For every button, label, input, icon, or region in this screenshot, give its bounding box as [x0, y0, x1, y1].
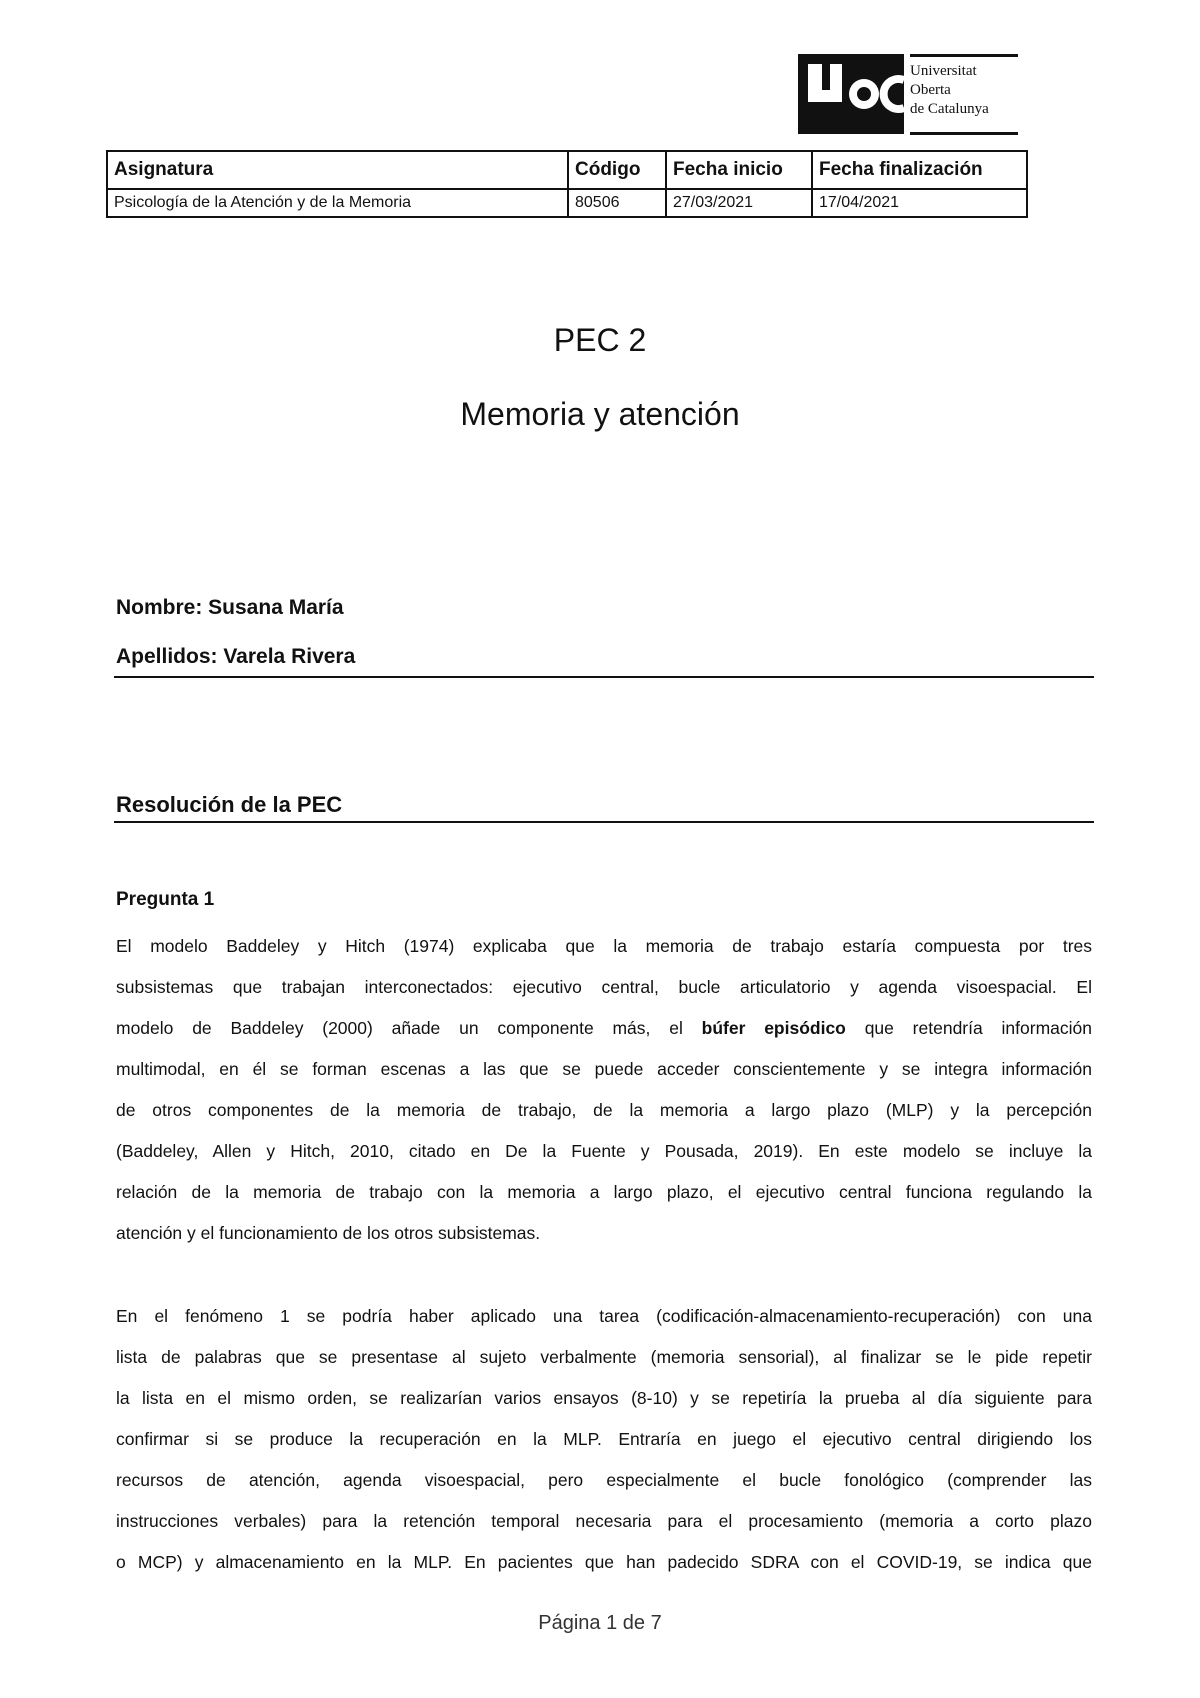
table-header-row: [107, 151, 1027, 189]
answer-paragraph-2: [116, 1296, 1092, 1583]
paragraph-line: o MCP) y almacenamiento en la MLP. En pacientes que han padecido SDRA con el COVID-19, se indica que: [116, 1552, 1092, 1572]
paragraph-line: de otros componentes de la memoria de trabajo, de la memoria a largo plazo (MLP) y la percepción: [116, 1100, 1092, 1120]
logo-line-1: Universitat: [910, 63, 977, 79]
logo-text: [910, 62, 989, 119]
cell-codigo: 80506: [568, 189, 666, 217]
paragraph-line: En el fenómeno 1 se podría haber aplicado una tarea (codificación-almacenamiento-recuperación) con una: [116, 1306, 1092, 1326]
logo-line-3: de Catalunya: [910, 101, 989, 117]
paragraph-line: relación de la memoria de trabajo con la memoria a largo plazo, el ejecutivo central funciona regulando la: [116, 1182, 1092, 1202]
page-number: Página 1 de 7: [538, 1612, 662, 1634]
student-name: Nombre: Susana María: [116, 596, 344, 619]
paragraph-line: atención y el funcionamiento de los otros subsistemas.: [116, 1223, 541, 1243]
student-surnames: Apellidos: Varela Rivera: [116, 645, 356, 668]
uoc-logo-icon: [798, 54, 908, 136]
question-title: Pregunta 1: [116, 889, 215, 910]
paragraph-line: lista de palabras que se presentase al sujeto verbalmente (memoria sensorial), al finalizar se le pide repetir: [116, 1347, 1092, 1367]
paragraph-line: instrucciones verbales) para la retención temporal necesaria para el procesamiento (memoria a corto plazo: [116, 1511, 1092, 1531]
paragraph-line: El modelo Baddeley y Hitch (1974) explicaba que la memoria de trabajo estaría compuesta por tres: [116, 936, 1092, 956]
section-title: Resolución de la PEC: [116, 792, 343, 817]
cell-asignatura: Psicología de la Atención y de la Memoria: [107, 189, 568, 217]
header-fecha-finalizacion: Fecha finalización: [812, 151, 1027, 189]
logo-top-rule: [910, 54, 1018, 57]
document-subtitle: Memoria y atención: [460, 396, 740, 432]
header-codigo: Código: [568, 151, 666, 189]
cell-fecha-inicio: 27/03/2021: [666, 189, 812, 217]
logo-line-2: Oberta: [910, 82, 951, 98]
uoc-logo: [798, 54, 1020, 136]
header-asignatura: Asignatura: [107, 151, 568, 189]
paragraph-line: confirmar si se produce la recuperación en la MLP. Entraría en juego el ejecutivo central dirigiendo los: [116, 1429, 1092, 1449]
subject-info-table: [106, 150, 1028, 218]
paragraph-line: [116, 1008, 1092, 1049]
paragraph-line: subsistemas que trabajan interconectados: ejecutivo central, bucle articulatorio y agenda visoespacial. El: [116, 977, 1092, 997]
line-segment: que retendría información: [864, 1018, 1092, 1038]
divider: [114, 676, 1094, 678]
cell-fecha-finalizacion: 17/04/2021: [812, 189, 1027, 217]
paragraph-line: multimodal, en él se forman escenas a las que se puede acceder conscientemente y se integra información: [116, 1059, 1092, 1079]
paragraph-line: recursos de atención, agenda visoespacial, pero especialmente el bucle fonológico (comprender las: [116, 1470, 1092, 1490]
table-row: [107, 189, 1027, 217]
document-title: PEC 2: [553, 322, 647, 358]
divider: [114, 821, 1094, 823]
paragraph-line: (Baddeley, Allen y Hitch, 2010, citado en De la Fuente y Pousada, 2019). En este modelo se incluye la: [116, 1141, 1092, 1161]
line-segment: modelo de Baddeley (2000) añade un componente más, el: [116, 1018, 683, 1038]
logo-bottom-rule: [910, 132, 1018, 135]
answer-paragraph-1: [116, 926, 1092, 1254]
bold-term: búfer episódico: [701, 1018, 846, 1038]
paragraph-line: la lista en el mismo orden, se realizarían varios ensayos (8-10) y se repetiría la prueba al día siguiente para: [116, 1388, 1092, 1408]
header-fecha-inicio: Fecha inicio: [666, 151, 812, 189]
